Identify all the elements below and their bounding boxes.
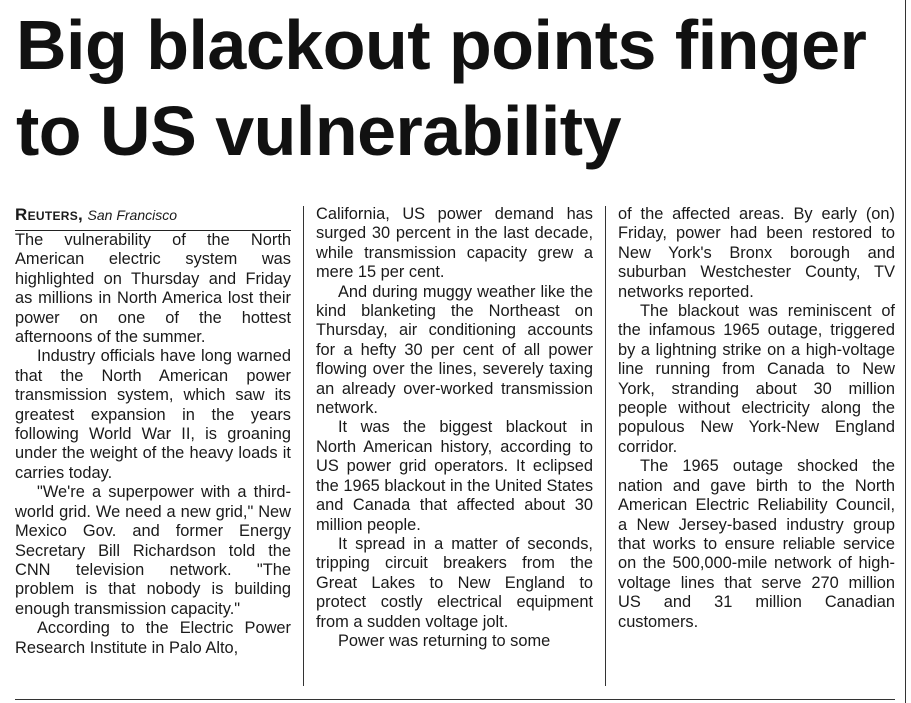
paragraph: "We're a superpower with a third-world grid. We need a new grid," New Mexico Gov. and former Energy Secretary Bill Richardson told the CNN television network. "The problem is that nobody is building enough transmission capacity."	[15, 483, 291, 618]
headline-line-1: Big blackout points finger	[16, 6, 867, 84]
paragraph: And during muggy weather like the kind blanketing the Northeast on Thursday, air conditioning accounts for a hefty 30 per cent of all power flowing over the lines, severely taxing an already over-worked transmission network.	[316, 282, 593, 418]
headline-line-2: to US vulnerability	[16, 92, 622, 170]
paragraph: Power was returning to some	[338, 631, 551, 650]
article-column-1	[15, 205, 291, 658]
page-border-right	[905, 0, 906, 703]
paragraph: of the affected areas. By early (on) Friday, power had been restored to New York's Bronx borough and suburban Westchester County, TV networks reported.	[618, 205, 895, 301]
paragraph: California, US power demand has surged 30 percent in the last decade, while transmission capacity grew a mere 15 per cent.	[316, 205, 593, 282]
paragraph: The blackout was reminiscent of the infamous 1965 outage, triggered by a lightning strike on a high-voltage line running from Canada to New York, stranding about 30 million people without electricity along the populous New York-New England corridor.	[618, 302, 895, 456]
paragraph: It was the biggest blackout in North American history, according to US power grid operators. It eclipsed the 1965 blackout in the United States and Canada that affected about 30 million people.	[316, 418, 594, 534]
paragraph: The 1965 outage shocked the nation and gave birth to the North American Electric Reliability Council, a New Jersey-based industry group that works to ensure reliable service on the 500,000-mile network of highvoltage lines that serve 270 million US and 31 million Canadian customers.	[618, 457, 895, 631]
paragraph: The vulnerability of the North American electric system was highlighted on Thursday and Friday as millions in North America lost their power on one of the hottest afternoons of the summer.	[15, 231, 291, 347]
headline	[16, 2, 901, 174]
article-column-2	[316, 205, 593, 651]
byline-location: San Francisco	[87, 207, 178, 223]
column-divider	[303, 206, 304, 686]
byline-agency: Reuters,	[15, 205, 84, 224]
page-border-bottom	[15, 699, 895, 700]
paragraph: It spread in a matter of seconds, tripping circuit breakers from the Great Lakes to New England to protect costly electrical equipment from a sudden voltage jolt.	[316, 534, 593, 631]
column-divider	[605, 206, 606, 686]
byline	[15, 205, 291, 231]
article-column-3	[618, 205, 895, 632]
paragraph: According to the Electric Power Research Institute in Palo Alto,	[15, 619, 291, 657]
paragraph: Industry officials have long warned that the North American power transmission system, which saw its greatest expansion in the years following World War II, is groaning under the weight of the heavy loads it carries today.	[15, 347, 291, 482]
